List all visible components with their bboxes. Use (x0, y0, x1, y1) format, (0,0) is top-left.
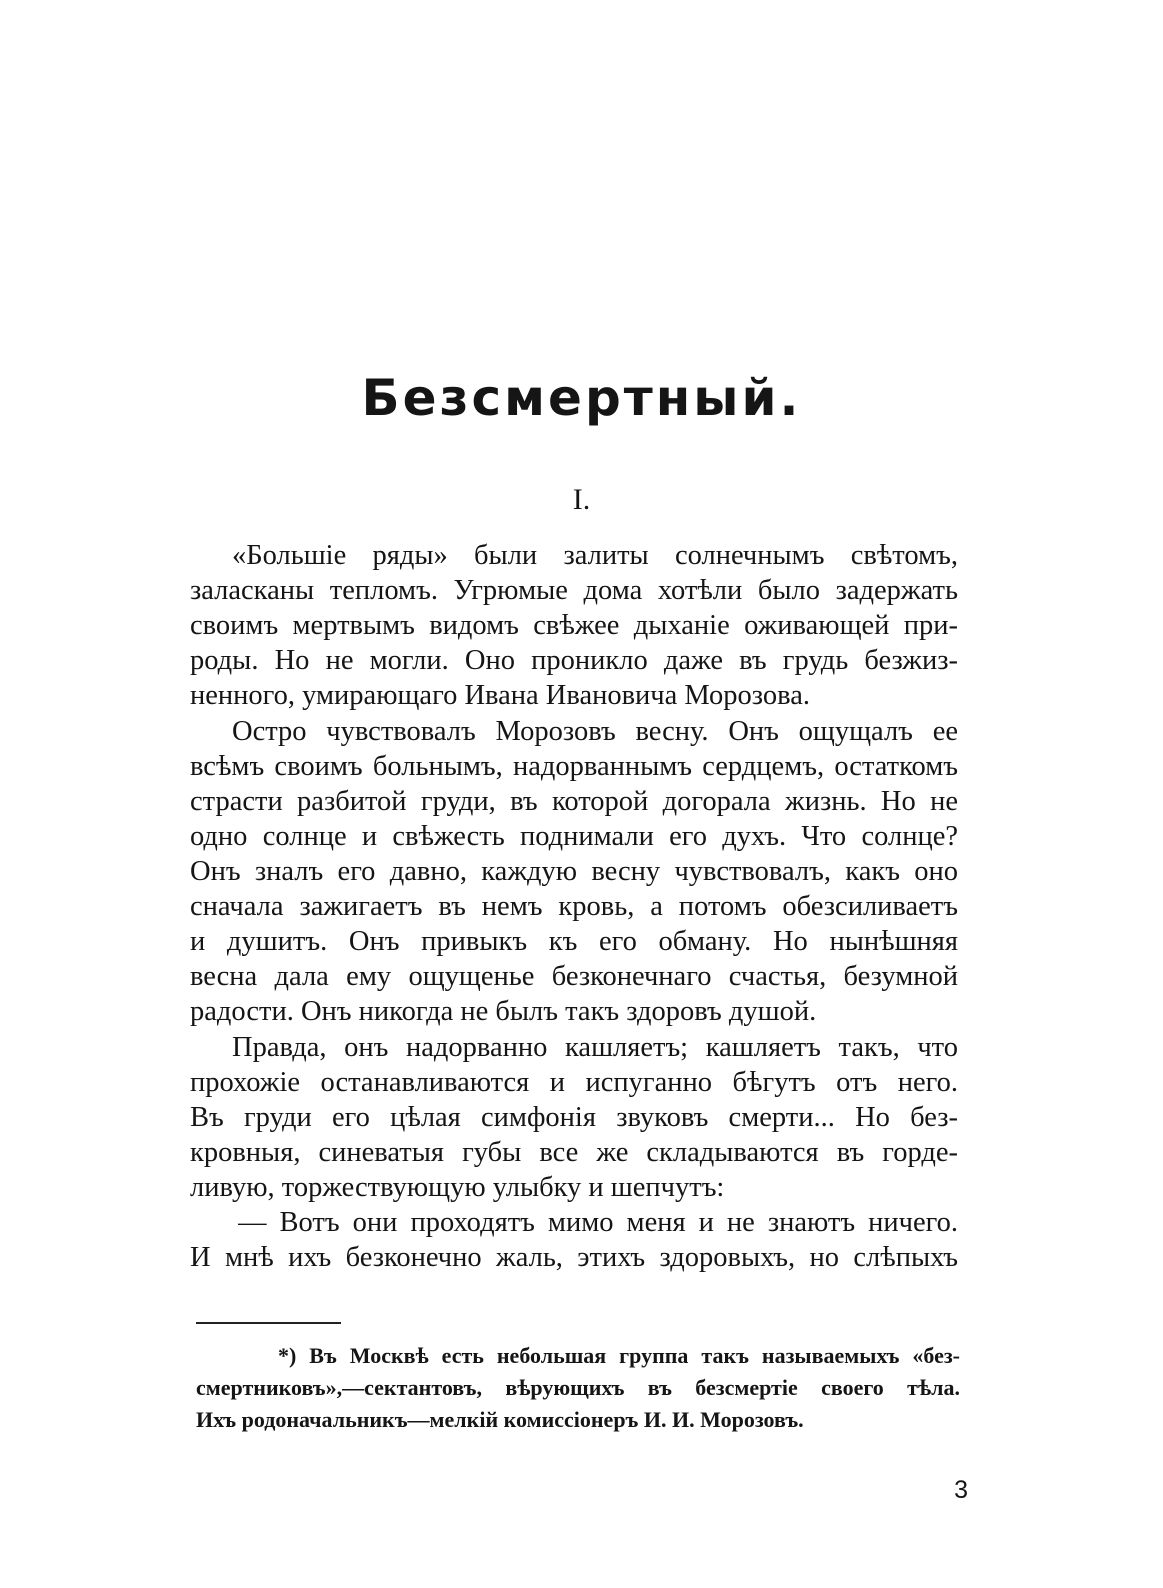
text-line: кровныя, синеватыя губы все же складываются въ горде- (190, 1137, 958, 1168)
page-number: 3 (954, 1476, 968, 1504)
footnote-line: смертниковъ»,—сектантовъ, вѣрующихъ въ безсмертіе своего тѣла. (196, 1375, 960, 1400)
footnote-line: *) Въ Москвѣ есть небольшая группа такъ называемыхъ «без- (278, 1343, 960, 1368)
text-line: Въ груди его цѣлая симфонія звуковъ смерти... Но без- (190, 1102, 958, 1133)
text-line: Остро чувствовалъ Морозовъ весну. Онъ ощущалъ ее (232, 716, 958, 747)
text-line: страсти разбитой груди, въ которой догорала жизнь. Но не (190, 786, 958, 817)
text-line: сначала зажигаетъ въ немъ кровь, а потомъ обезсиливаетъ (190, 891, 958, 922)
text-line: ненного, умирающаго Ивана Ивановича Морозова. (190, 680, 810, 711)
text-line: Правда, онъ надорванно кашляетъ; кашляетъ такъ, что (232, 1032, 958, 1063)
text-line: радости. Онъ никогда не былъ такъ здоровъ душой. (190, 996, 817, 1027)
text-line: И мнѣ ихъ безконечно жаль, этихъ здоровыхъ, но слѣпыхъ (190, 1242, 958, 1273)
text-line: роды. Но не могли. Оно проникло даже въ грудь безжиз- (190, 645, 958, 676)
page-title: Безсмертный. (361, 369, 802, 427)
footnote-divider (196, 1322, 341, 1324)
text-line: «Большіе ряды» были залиты солнечнымъ свѣтомъ, (232, 540, 958, 571)
text-line: — Вотъ они проходятъ мимо меня и не знаютъ ничего. (238, 1207, 958, 1238)
text-line: своимъ мертвымъ видомъ свѣжее дыханіе оживающей при- (190, 610, 958, 641)
text-line: прохожіе останавливаются и испуганно бѣгутъ отъ него. (190, 1067, 958, 1098)
text-line: заласканы тепломъ. Угрюмые дома хотѣли было задержать (190, 575, 958, 606)
text-line: одно солнце и свѣжесть поднимали его духъ. Что солнце? (190, 821, 958, 852)
footnote-line: Ихъ родоначальникъ—мелкій комиссіонеръ И. И. Морозовъ. (196, 1407, 804, 1432)
text-line: всѣмъ своимъ больнымъ, надорваннымъ сердцемъ, остаткомъ (190, 751, 958, 782)
text-line: ливую, торжествующую улыбку и шепчутъ: (190, 1172, 725, 1203)
text-line: весна дала ему ощущенье безконечнаго счастья, безумной (190, 961, 958, 992)
text-line: и душитъ. Онъ привыкъ къ его обману. Но нынѣшняя (190, 926, 958, 957)
text-line: Онъ зналъ его давно, каждую весну чувствовалъ, какъ оно (190, 856, 958, 887)
chapter-number: I. (572, 483, 591, 516)
